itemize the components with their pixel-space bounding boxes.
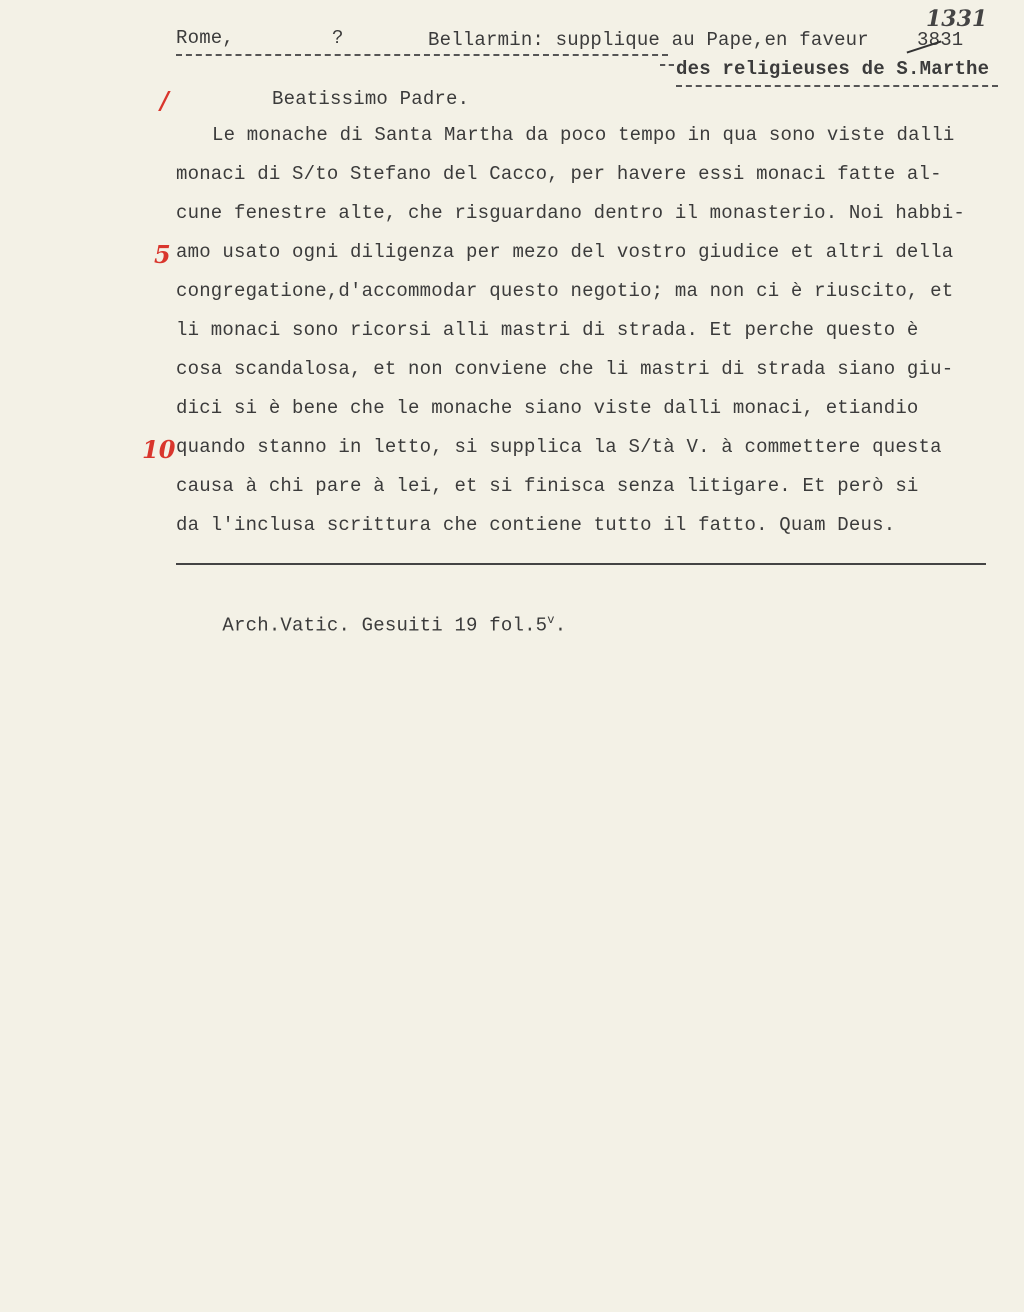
header-title-line2: des religieuses de S.Marthe: [676, 58, 990, 80]
red-margin-mark-10: 10: [142, 435, 176, 464]
source-text: Arch.Vatic. Gesuiti 19 fol.5: [222, 614, 548, 637]
body-line: li monaci sono ricorsi alli mastri di strada. Et perche questo è: [176, 319, 919, 341]
header-date: ?: [332, 27, 344, 49]
red-margin-mark-1: /: [160, 86, 169, 115]
body-line: causa à chi pare à lei, et si finisca senza litigare. Et però si: [176, 475, 919, 497]
salutation: Beatissimo Padre.: [272, 88, 470, 110]
header-dash-lead: [660, 64, 674, 66]
body-line: dici si è bene che le monache siano viste dalli monaci, etiandio: [176, 397, 919, 419]
body-line: quando stanno in letto, si supplica la S/tà V. à commettere questa: [176, 436, 942, 458]
source-trailing: .: [554, 614, 567, 637]
source-citation: [176, 591, 566, 658]
body-line: amo usato ogni diligenza per mezo del vostro giudice et altri della: [176, 241, 954, 263]
handwritten-page-number: 1331: [926, 6, 988, 32]
typed-page-number: 3831: [917, 29, 964, 51]
header-underline-1: [176, 54, 668, 56]
header-place: Rome,: [176, 27, 235, 49]
separator-rule: [176, 563, 986, 565]
body-line: monaci di S/to Stefano del Cacco, per havere essi monaci fatte al-: [176, 163, 942, 185]
source-superscript: v: [547, 613, 555, 627]
body-line: congregatione,d'accommodar questo negotio; ma non ci è riuscito, et: [176, 280, 954, 302]
body-line: cune fenestre alte, che risguardano dentro il monasterio. Noi habbi-: [176, 202, 965, 224]
body-line: cosa scandalosa, et non conviene che li mastri di strada siano giu-: [176, 358, 954, 380]
body-line: da l'inclusa scrittura che contiene tutto il fatto. Quam Deus.: [176, 514, 896, 536]
header-underline-2: [676, 85, 998, 87]
body-line: Le monache di Santa Martha da poco tempo in qua sono viste dalli: [212, 124, 955, 146]
header-title-line1: Bellarmin: supplique au Pape,en faveur: [428, 29, 869, 51]
red-margin-mark-5: 5: [154, 240, 171, 269]
